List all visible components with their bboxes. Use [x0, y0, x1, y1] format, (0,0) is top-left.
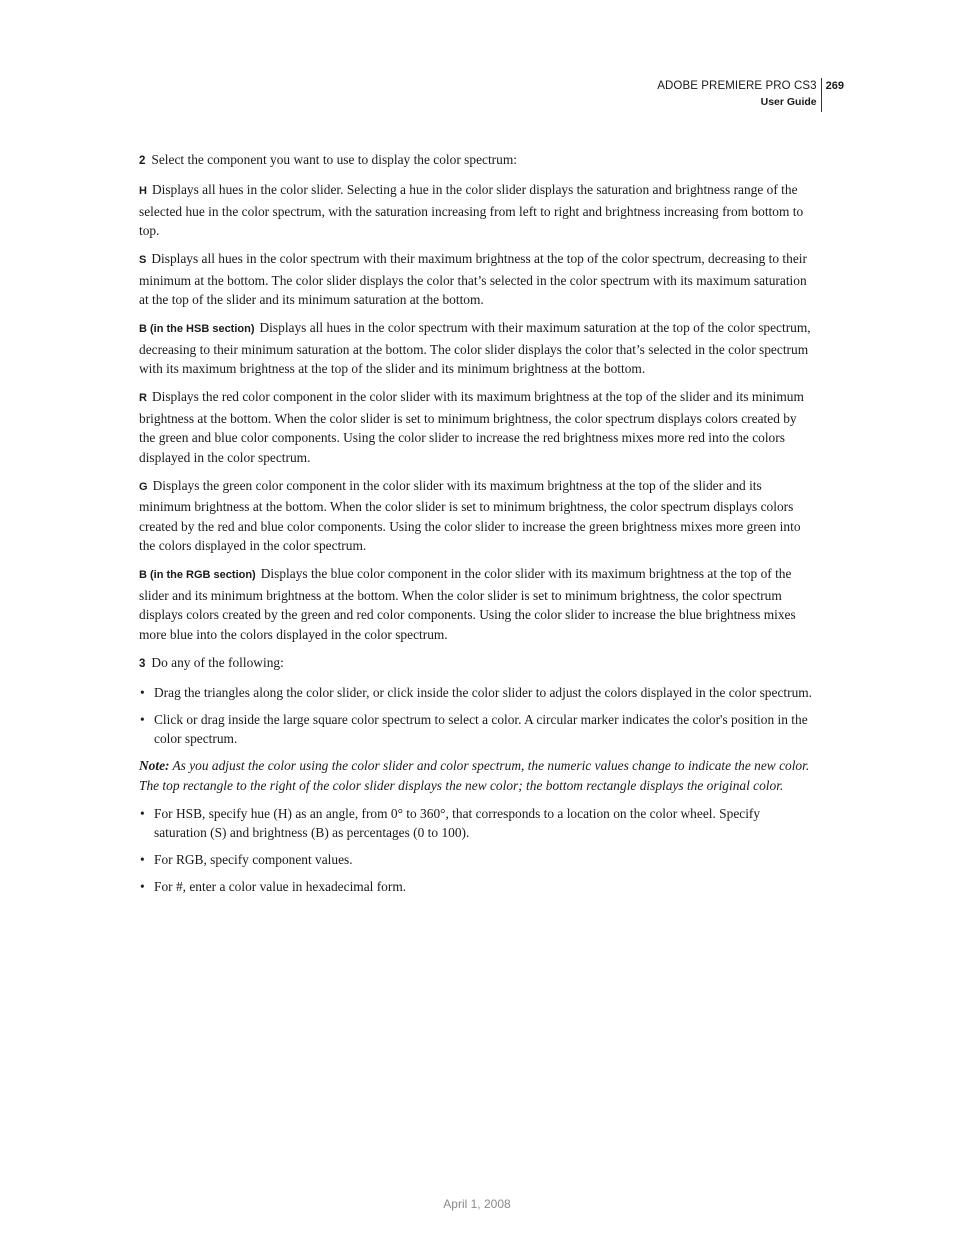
step-3 — [139, 653, 815, 675]
list-item-text: Drag the triangles along the color slider, or click inside the color slider to adjust the colors displayed in the color spectrum. — [154, 684, 813, 700]
definition-s — [139, 249, 815, 310]
list-item-text: For HSB, specify hue (H) as an angle, from 0° to 360°, that corresponds to a location on the color wheel. Specify saturation (S) and brightness (B) as percentages (0 to 100). — [154, 805, 761, 840]
note — [139, 756, 815, 795]
definition-b-rgb — [139, 564, 815, 644]
definition-text: Displays the blue color component in the color slider with its maximum brightness at the top of the slider and its minimum brightness at the bottom. When the color slider is set to minimum brightness, the color spectrum displays colors created by the green and red color components. Using the color slider to increase the blue brightness mixes more blue into the colors displayed in the color spectrum. — [139, 566, 796, 642]
definition-b-hsb — [139, 318, 815, 379]
step-number: 2 — [139, 155, 146, 167]
definition-term: H — [139, 185, 147, 197]
list-item — [139, 804, 815, 843]
product-title: ADOBE PREMIERE PRO CS3 — [657, 80, 817, 92]
note-text: As you adjust the color using the color slider and color spectrum, the numeric values change to indicate the new color. The top rectangle to the right of the color slider displays the new color; the bottom rectangle displays the original color. — [139, 758, 810, 793]
definition-term: G — [139, 480, 148, 493]
page-number: 269 — [825, 80, 844, 92]
list-item — [139, 683, 815, 703]
list-item — [139, 850, 815, 870]
list-item-text: Click or drag inside the large square color spectrum to select a color. A circular marker indicates the color's position in the color spectrum. — [154, 711, 808, 746]
definition-text: Displays the red color component in the color slider with its maximum brightness at the top of the slider and its minimum brightness at the bottom. When the color slider is set to minimum brightness, the color spectrum displays colors created by the green and blue color components. Using the color slider to increase the red brightness mixes more red into the colors displayed in the color spectrum. — [139, 389, 804, 465]
list-item-text: For #, enter a color value in hexadecimal form. — [154, 879, 407, 894]
definition-term: B (in the RGB section) — [139, 569, 256, 581]
bullet-icon: • — [140, 805, 145, 821]
bullet-icon: • — [140, 684, 145, 700]
definition-term: S — [139, 254, 147, 266]
page-header — [657, 78, 844, 112]
page-footer-date: April 1, 2008 — [443, 1197, 511, 1211]
bullet-list-actions — [139, 683, 815, 749]
definition-h — [139, 180, 815, 241]
definition-text: Displays the green color component in the color slider with its maximum brightness at the top of the slider and its minimum brightness at the bottom. When the color slider is set to minimum brightness, the color spectrum displays colors created by the red and blue color components. Using the color slider to increase the green brightness mixes more green into the colors displayed in the color spectrum. — [139, 477, 801, 553]
definition-term: B (in the HSB section) — [139, 323, 255, 335]
list-item — [139, 877, 815, 897]
definition-g — [139, 476, 815, 556]
page-content — [139, 150, 815, 904]
definition-text: Displays all hues in the color spectrum with their maximum brightness at the top of the color spectrum, decreasing to their minimum at the bottom. The color slider displays the color that’s selected in the color spectrum with its maximum saturation at the top of the slider and its minimum saturation at the bottom. — [139, 251, 807, 307]
guide-title: User Guide — [760, 96, 817, 108]
bullet-icon: • — [140, 852, 145, 867]
bullet-icon: • — [140, 879, 145, 894]
note-label: Note: — [139, 758, 170, 773]
list-item-text: For RGB, specify component values. — [154, 852, 353, 867]
step-text: Do any of the following: — [151, 654, 284, 670]
bullet-icon: • — [140, 711, 145, 727]
step-2 — [139, 150, 815, 172]
list-item — [139, 710, 815, 749]
definition-term: R — [139, 392, 147, 404]
definition-r — [139, 387, 815, 467]
step-text: Select the component you want to use to display the color spectrum: — [151, 152, 517, 167]
definition-text: Displays all hues in the color slider. Selecting a hue in the color slider displays the saturation and brightness range of the selected hue in the color spectrum, with the saturation increasing from left to right and brightness increasing from bottom to top. — [139, 182, 804, 238]
bullet-list-specify — [139, 804, 815, 897]
step-number: 3 — [139, 657, 146, 670]
definition-text: Displays all hues in the color spectrum with their maximum saturation at the top of the color spectrum, decreasing to their minimum saturation at the bottom. The color slider displays the color that’s selected in the color spectrum with its maximum brightness at the top of the slider and its minimum brightness at the bottom. — [139, 320, 811, 376]
header-titles — [657, 78, 821, 112]
